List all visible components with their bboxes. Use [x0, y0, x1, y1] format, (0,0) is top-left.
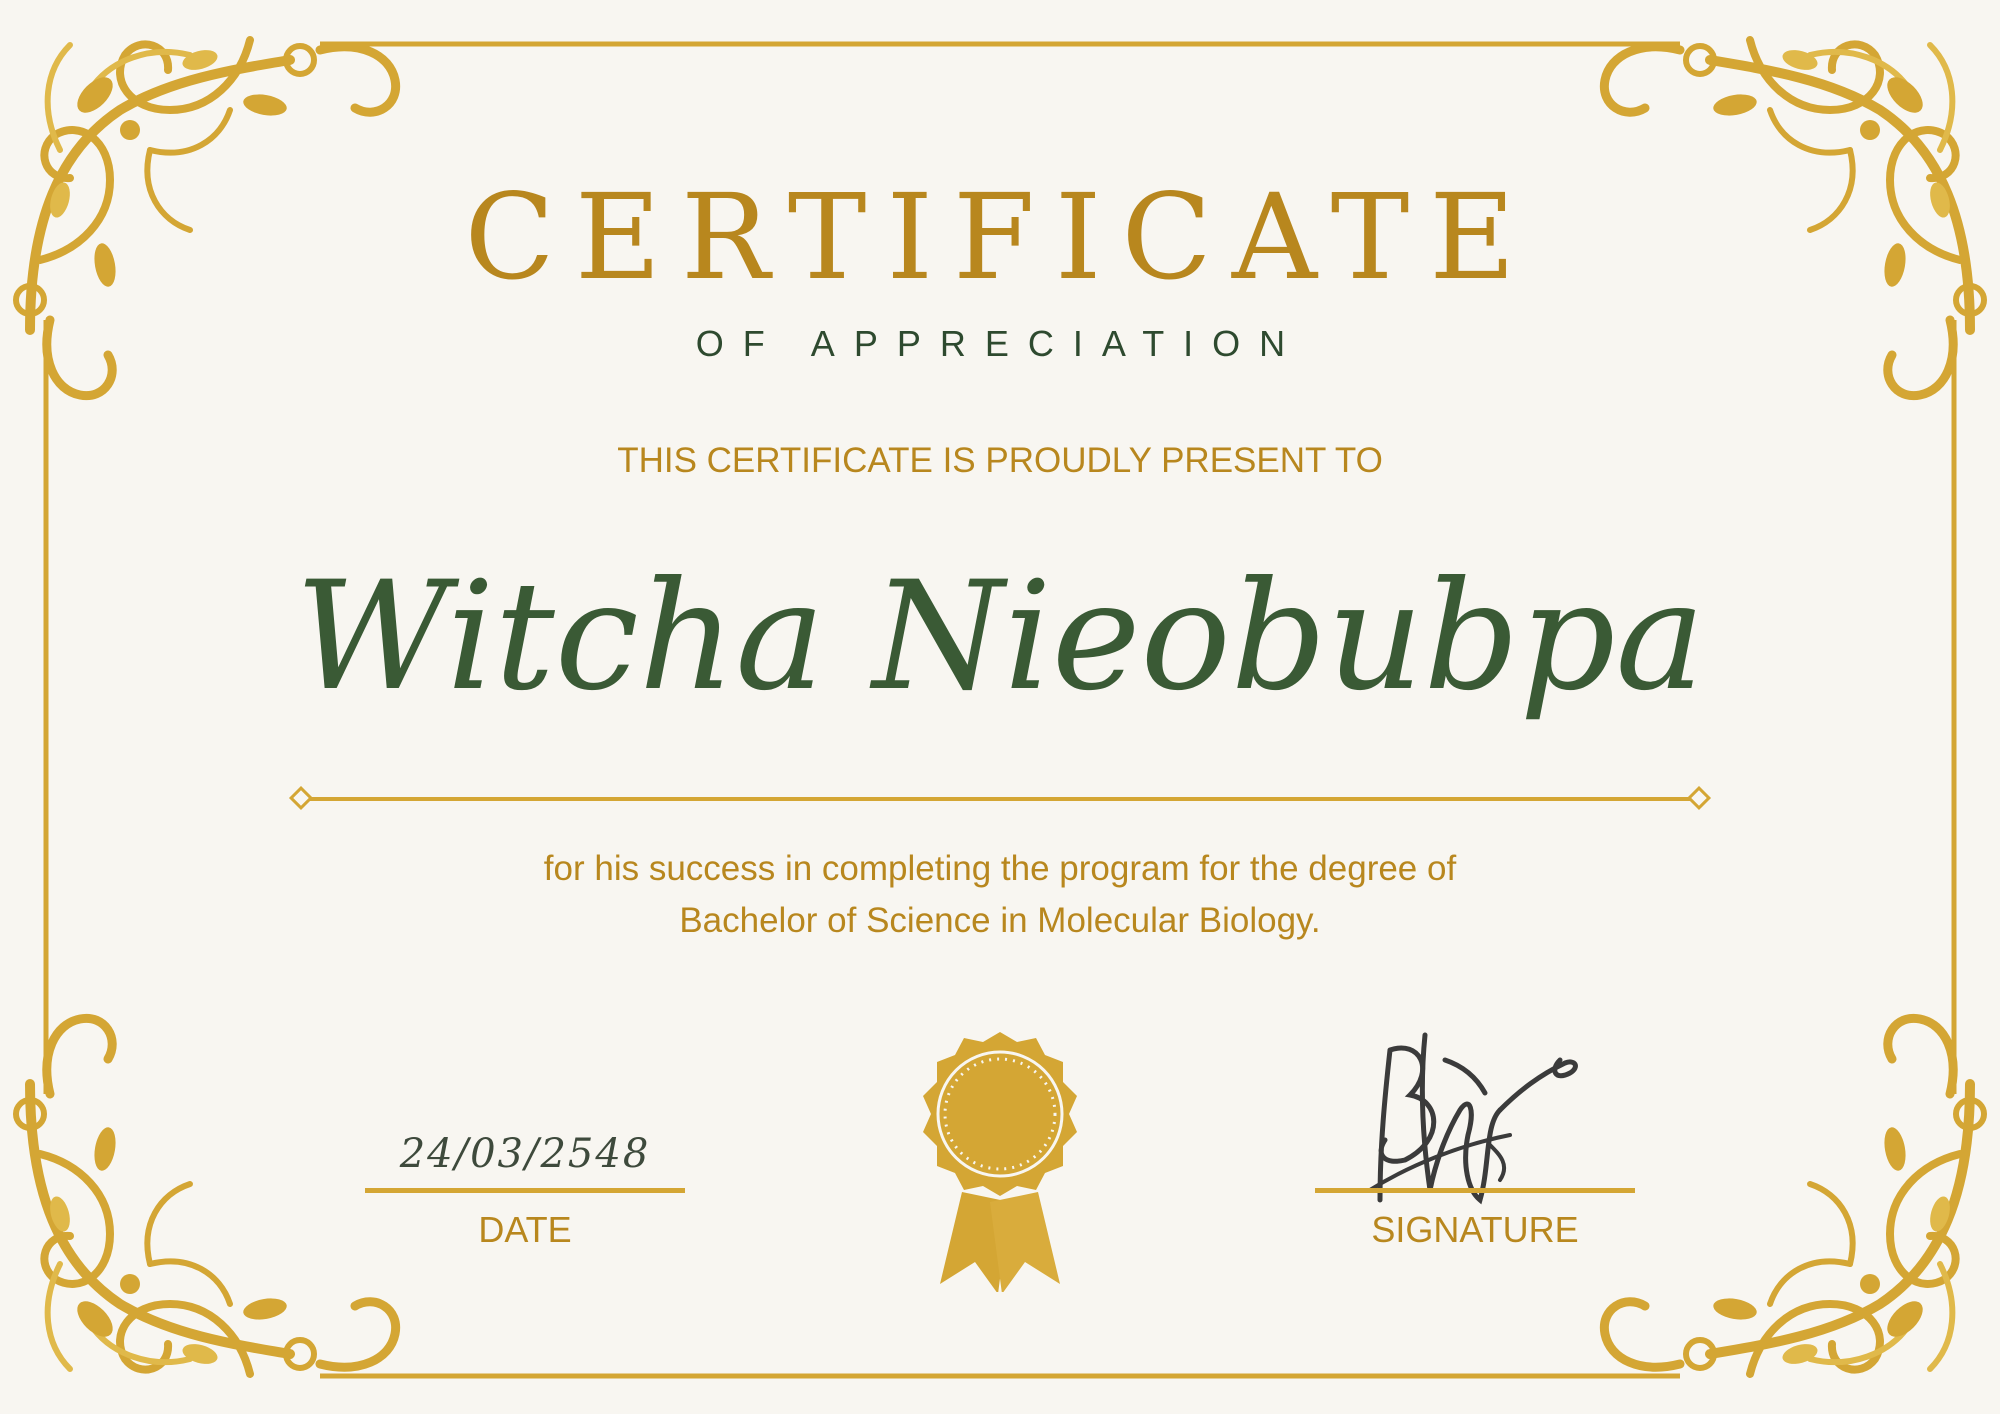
diamond-icon	[1689, 788, 1709, 808]
award-ribbon-icon	[900, 1022, 1100, 1292]
date-label: DATE	[478, 1209, 572, 1250]
presented-to-text: THIS CERTIFICATE IS PROUDLY PRESENT TO	[617, 441, 1383, 480]
signature-line	[1315, 1188, 1635, 1193]
date-line	[365, 1188, 685, 1193]
recipient-name: Witcha Nieobubpa	[295, 550, 1705, 724]
certificate-title: CERTIFICATE	[464, 168, 1536, 306]
certificate-description	[0, 843, 2000, 947]
date-value: 24/03/2548	[399, 1131, 651, 1177]
name-divider	[288, 786, 1712, 812]
signature-label: SIGNATURE	[1371, 1209, 1579, 1250]
certificate-subtitle: OF APPRECIATION	[695, 323, 1305, 364]
description-line: Bachelor of Science in Molecular Biology.	[679, 901, 1321, 940]
description-line: for his success in completing the program for the degree of	[543, 849, 1457, 888]
ornament-icon	[1604, 1018, 1984, 1374]
diamond-icon	[291, 788, 311, 808]
ornament-icon	[16, 1018, 396, 1374]
